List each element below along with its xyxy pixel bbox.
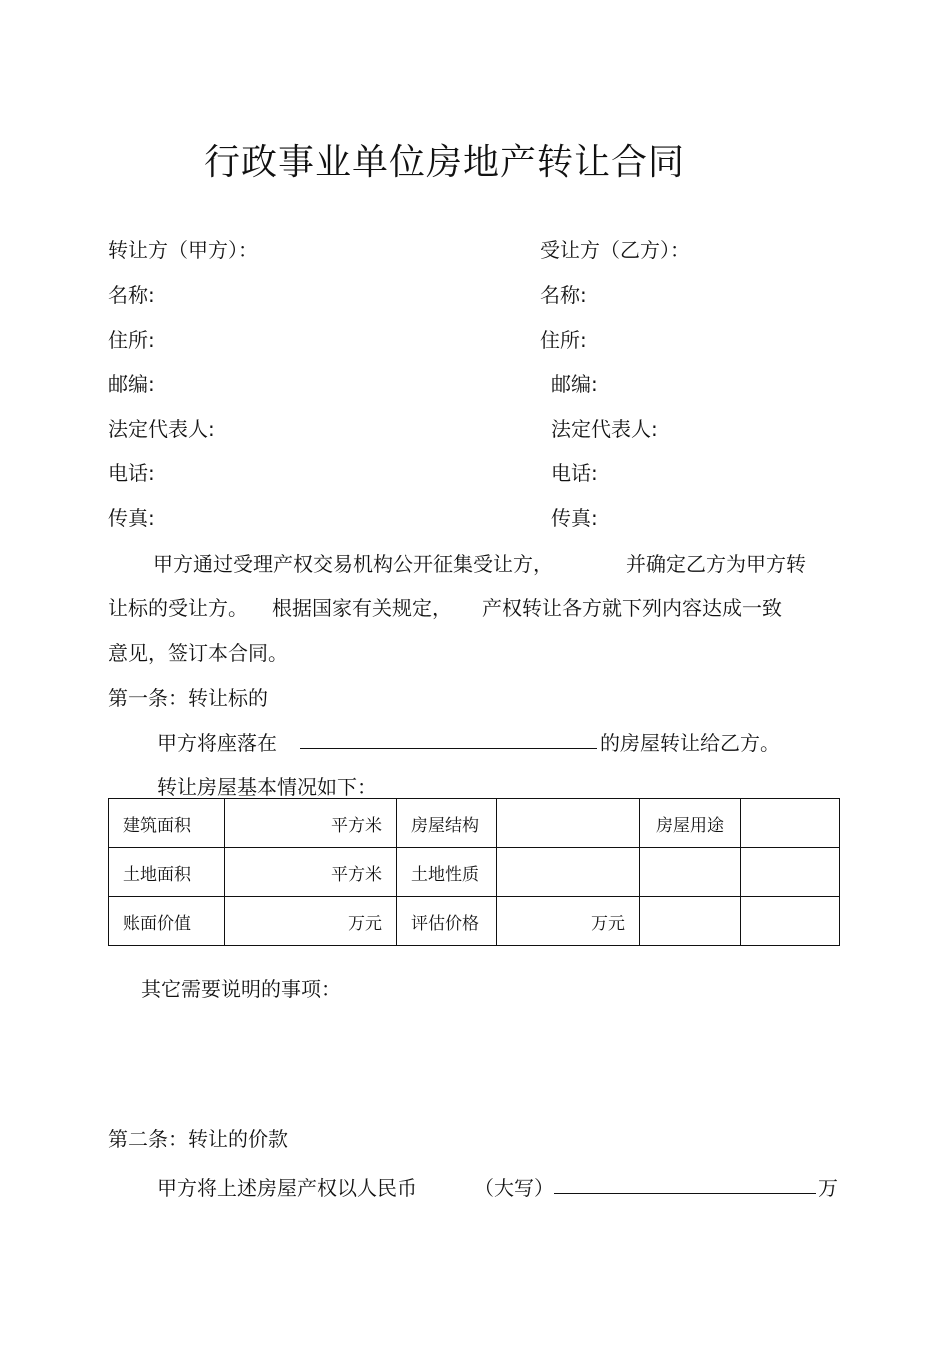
cell-land-area-label: 土地面积 [109,848,225,897]
cell-empty[interactable] [640,897,741,946]
cell-land-area-unit[interactable]: 平方米 [225,848,397,897]
party-a-name: 名称: [108,283,155,307]
property-info-table [108,798,840,946]
cell-land-nature-label: 土地性质 [397,848,497,897]
party-b-address: 住所: [540,328,587,352]
party-b-header: 受让方（乙方）： [540,238,690,262]
article2-capital-label: （大写） [474,1176,554,1200]
cell-empty[interactable] [741,848,840,897]
cell-usage-value[interactable] [741,799,840,848]
article1-location-suffix: 的房屋转让给乙方。 [600,731,780,755]
other-matters-label: 其它需要说明的事项： [141,977,341,1001]
party-a-fax: 传真: [108,506,155,530]
article2-price-prefix: 甲方将上述房屋产权以人民币 [157,1176,417,1200]
party-a-postcode: 邮编: [108,372,155,396]
cell-appraisal-unit[interactable]: 万元 [497,897,640,946]
page-title: 行政事业单位房地产转让合同 [204,142,686,183]
cell-structure-label: 房屋结构 [397,799,497,848]
party-a-header: 转让方（甲方）： [108,238,258,262]
article2-unit: 万 [818,1176,838,1200]
cell-empty[interactable] [640,848,741,897]
intro-line2-b: 根据国家有关规定， [272,596,452,620]
table-row [109,848,840,897]
cell-book-value-unit[interactable]: 万元 [225,897,397,946]
intro-line1-b: 并确定乙方为甲方转 [626,552,806,576]
intro-line2-c: 产权转让各方就下列内容达成一致 [482,596,782,620]
party-b-postcode: 邮编: [551,372,598,396]
cell-structure-value[interactable] [497,799,640,848]
intro-line1-a: 甲方通过受理产权交易机构公开征集受让方， [153,552,553,576]
party-b-name: 名称: [540,283,587,307]
table-row [109,799,840,848]
party-b-phone: 电话: [551,461,598,485]
article2-heading: 第二条：转让的价款 [108,1127,288,1151]
cell-usage-label: 房屋用途 [640,799,741,848]
cell-land-nature-value[interactable] [497,848,640,897]
party-b-fax: 传真: [551,506,598,530]
intro-line2-a: 让标的受让方。 [108,596,248,620]
location-blank-line[interactable] [300,726,597,749]
cell-appraisal-label: 评估价格 [397,897,497,946]
table-row [109,897,840,946]
party-a-address: 住所: [108,328,155,352]
party-a-legal-rep: 法定代表人: [108,417,215,441]
cell-book-value-label: 账面价值 [109,897,225,946]
price-blank-line[interactable] [554,1171,816,1194]
cell-empty[interactable] [741,897,840,946]
article1-basic-info: 转让房屋基本情况如下： [157,775,377,799]
intro-line3: 意见，签订本合同。 [108,641,288,665]
cell-building-area-label: 建筑面积 [109,799,225,848]
cell-building-area-unit[interactable]: 平方米 [225,799,397,848]
party-a-phone: 电话: [108,461,155,485]
article1-location-prefix: 甲方将座落在 [157,731,277,755]
article1-heading: 第一条：转让标的 [108,686,268,710]
party-b-legal-rep: 法定代表人: [551,417,658,441]
